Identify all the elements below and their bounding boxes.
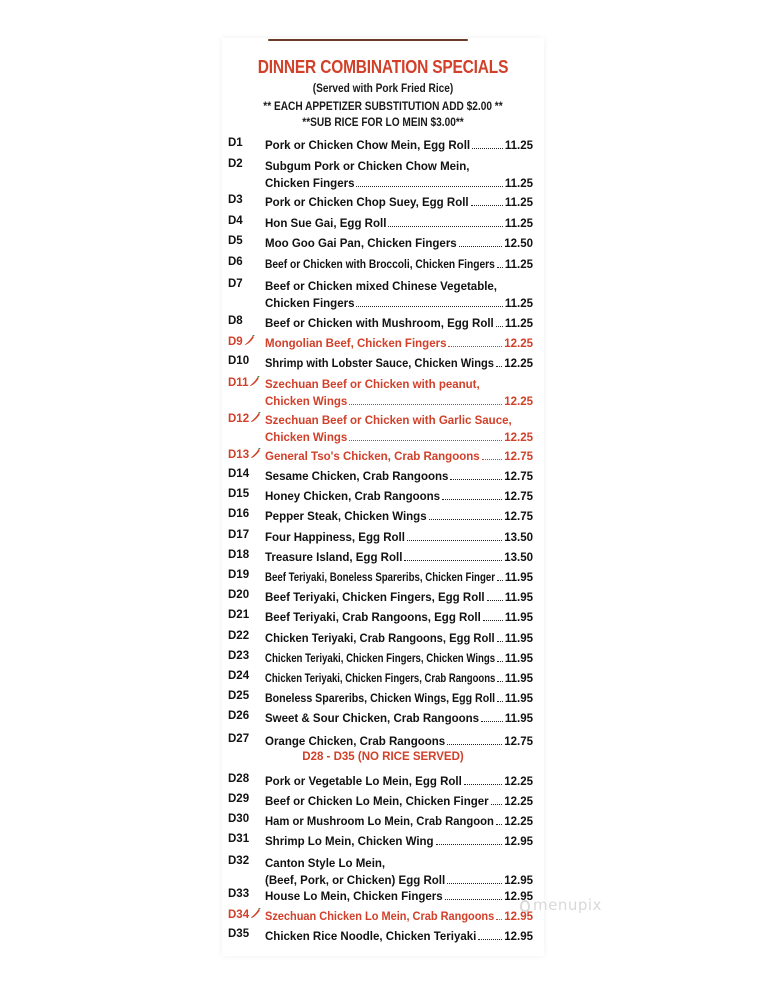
item-code-text: D35 xyxy=(228,928,250,940)
chili-pepper-icon xyxy=(244,335,255,346)
item-code-text: D32 xyxy=(228,855,250,867)
dot-leader xyxy=(448,345,502,347)
dot-leader xyxy=(356,305,502,307)
dot-leader xyxy=(407,539,502,541)
item-description: Chicken Teriyaki, Chicken Fingers, Chicken Wings xyxy=(265,653,496,665)
item-price: 11.25 xyxy=(504,318,533,330)
item-code-text: D14 xyxy=(228,468,250,480)
item-line xyxy=(265,429,533,444)
dot-leader xyxy=(497,700,503,702)
item-code-text: D23 xyxy=(228,650,250,662)
dot-leader xyxy=(447,882,502,884)
dot-leader xyxy=(472,147,503,149)
dot-leader xyxy=(471,204,503,206)
item-code xyxy=(228,376,262,389)
item-description: Shrimp Lo Mein, Chicken Wing xyxy=(265,836,434,848)
item-price: 11.25 xyxy=(504,140,533,152)
item-price: 12.95 xyxy=(504,911,533,923)
item-code xyxy=(228,355,262,367)
item-code xyxy=(228,793,262,805)
item-line xyxy=(265,793,533,808)
item-line xyxy=(265,215,533,230)
item-code xyxy=(228,833,262,845)
item-line xyxy=(265,609,533,624)
item-price: 11.95 xyxy=(504,673,533,685)
item-description: Pork or Vegetable Lo Mein, Egg Roll xyxy=(265,776,462,788)
item-price: 11.95 xyxy=(504,653,533,665)
item-price: 11.25 xyxy=(504,197,533,209)
item-code xyxy=(228,733,262,745)
item-price: 11.25 xyxy=(504,259,533,271)
item-line xyxy=(265,335,533,350)
item-code xyxy=(228,256,262,268)
item-code-text: D26 xyxy=(228,710,250,722)
item-line xyxy=(265,175,533,190)
item-code-text: D25 xyxy=(228,690,250,702)
item-price: 12.25 xyxy=(504,358,533,370)
item-code xyxy=(228,194,262,206)
item-description: Szechuan Chicken Lo Mein, Crab Rangoons xyxy=(265,911,495,923)
item-price: 11.25 xyxy=(504,218,533,230)
item-line xyxy=(265,508,533,523)
item-description: Szechuan Beef or Chicken with Garlic Sauce, xyxy=(265,415,512,427)
item-description: Beef Teriyaki, Crab Rangoons, Egg Roll xyxy=(265,612,481,624)
item-line xyxy=(265,872,533,887)
item-price: 12.95 xyxy=(504,875,533,887)
item-code xyxy=(228,773,262,785)
item-price: 12.25 xyxy=(504,816,533,828)
item-line xyxy=(265,888,533,903)
item-description: Chicken Fingers xyxy=(265,178,355,190)
item-code-text: D34 xyxy=(228,909,250,921)
dot-leader xyxy=(496,918,502,920)
item-price: 12.25 xyxy=(504,796,533,808)
item-price: 12.95 xyxy=(504,891,533,903)
item-code xyxy=(228,158,262,170)
item-code-text: D13 xyxy=(228,449,250,461)
item-code-text: D30 xyxy=(228,813,250,825)
item-description: Mongolian Beef, Chicken Fingers xyxy=(265,338,447,350)
menu-subtitle: (Served with Pork Fried Rice) xyxy=(312,83,454,95)
item-code-text: D12 xyxy=(228,413,250,425)
dot-leader xyxy=(496,365,502,367)
item-code-text: D31 xyxy=(228,833,250,845)
appetizer-substitution-note: ** EACH APPETIZER SUBSTITUTION ADD $2.00 ** xyxy=(263,101,503,113)
item-code-text: D29 xyxy=(228,793,250,805)
item-description: Subgum Pork or Chicken Chow Mein, xyxy=(265,161,470,173)
item-description: Honey Chicken, Crab Rangoons xyxy=(265,491,441,503)
item-code xyxy=(228,448,262,461)
item-description: Four Happiness, Egg Roll xyxy=(265,532,405,544)
item-line xyxy=(265,412,533,427)
item-line xyxy=(265,813,533,828)
item-description: Beef or Chicken mixed Chinese Vegetable, xyxy=(265,281,497,293)
item-code xyxy=(228,888,262,900)
dot-leader xyxy=(496,823,502,825)
dot-leader xyxy=(436,843,503,845)
item-line xyxy=(265,630,533,645)
item-line xyxy=(265,833,533,848)
item-description: Pork or Chicken Chop Suey, Egg Roll xyxy=(265,197,469,209)
dot-leader xyxy=(464,783,502,785)
chili-pepper-icon xyxy=(250,908,261,919)
item-code xyxy=(228,690,262,702)
item-code-text: D18 xyxy=(228,549,250,561)
item-description: Chicken Rice Noodle, Chicken Teriyaki xyxy=(265,931,477,943)
menupix-logo-icon xyxy=(520,900,530,912)
item-code-text: D21 xyxy=(228,609,250,621)
item-line xyxy=(265,194,533,209)
item-code xyxy=(228,412,262,425)
item-price: 12.95 xyxy=(504,836,533,848)
dot-leader xyxy=(497,640,503,642)
item-description: General Tso's Chicken, Crab Rangoons xyxy=(265,451,480,463)
item-code xyxy=(228,813,262,825)
dot-leader xyxy=(356,185,502,187)
dot-leader xyxy=(459,245,503,247)
chili-pepper-icon xyxy=(250,412,261,423)
item-line xyxy=(265,773,533,788)
menupix-watermark xyxy=(520,896,602,914)
item-price: 12.25 xyxy=(504,338,533,350)
item-description: Beef Teriyaki, Boneless Spareribs, Chicken Finger xyxy=(265,572,495,584)
item-code xyxy=(228,549,262,561)
item-code xyxy=(228,315,262,327)
item-description: (Beef, Pork, or Chicken) Egg Roll xyxy=(265,875,446,887)
dot-leader xyxy=(497,680,502,682)
item-code xyxy=(228,569,262,581)
item-description: Chicken Teriyaki, Chicken Fingers, Crab Rangoons xyxy=(265,673,496,685)
item-description: House Lo Mein, Chicken Fingers xyxy=(265,891,443,903)
item-code xyxy=(228,630,262,642)
dot-leader xyxy=(483,619,503,621)
item-price: 12.75 xyxy=(504,491,533,503)
no-rice-section-label: D28 - D35 (NO RICE SERVED) xyxy=(302,751,464,763)
item-line xyxy=(265,855,533,870)
item-line xyxy=(265,928,533,943)
item-code-text: D8 xyxy=(228,315,243,327)
item-code xyxy=(228,468,262,480)
item-description: Szechuan Beef or Chicken with peanut, xyxy=(265,379,480,391)
item-line xyxy=(265,315,533,330)
dot-leader xyxy=(388,225,502,227)
item-code xyxy=(228,589,262,601)
item-code-text: D3 xyxy=(228,194,243,206)
item-price: 11.25 xyxy=(504,178,533,190)
item-description: Canton Style Lo Mein, xyxy=(265,858,386,870)
dot-leader xyxy=(349,403,502,405)
item-description: Ham or Mushroom Lo Mein, Crab Rangoon xyxy=(265,816,494,828)
item-code xyxy=(228,928,262,940)
item-line xyxy=(265,376,533,391)
item-code-text: D20 xyxy=(228,589,250,601)
item-code-text: D4 xyxy=(228,215,243,227)
dot-leader xyxy=(497,266,503,268)
item-description: Chicken Wings xyxy=(265,432,348,444)
item-description: Moo Goo Gai Pan, Chicken Fingers xyxy=(265,238,457,250)
top-divider xyxy=(268,39,468,41)
item-price: 12.25 xyxy=(504,396,533,408)
item-line xyxy=(265,690,533,705)
item-code-text: D1 xyxy=(228,137,243,149)
item-line xyxy=(265,158,533,173)
item-code xyxy=(228,529,262,541)
item-description: Chicken Wings xyxy=(265,396,348,408)
dot-leader xyxy=(497,660,503,662)
item-price: 11.95 xyxy=(504,693,533,705)
item-line xyxy=(265,295,533,310)
dot-leader xyxy=(496,325,503,327)
item-description: Sweet & Sour Chicken, Crab Rangoons xyxy=(265,713,480,725)
item-code-text: D28 xyxy=(228,773,250,785)
item-code-text: D2 xyxy=(228,158,243,170)
item-line xyxy=(265,710,533,725)
item-line xyxy=(265,235,533,250)
item-code-text: D24 xyxy=(228,670,250,682)
item-description: Beef Teriyaki, Chicken Fingers, Egg Roll xyxy=(265,592,485,604)
dot-leader xyxy=(487,599,503,601)
item-price: 12.75 xyxy=(504,471,533,483)
item-description: Hon Sue Gai, Egg Roll xyxy=(265,218,387,230)
item-line xyxy=(265,650,533,665)
dot-leader xyxy=(481,720,503,722)
item-description: Orange Chicken, Crab Rangoons xyxy=(265,736,446,748)
item-code xyxy=(228,710,262,722)
item-line xyxy=(265,256,533,271)
item-line xyxy=(265,569,533,584)
item-line xyxy=(265,670,533,685)
item-code xyxy=(228,855,262,867)
dot-leader xyxy=(445,898,503,900)
dot-leader xyxy=(450,478,502,480)
item-price: 11.95 xyxy=(504,633,533,645)
item-code xyxy=(228,215,262,227)
dot-leader xyxy=(404,559,502,561)
dot-leader xyxy=(482,458,503,460)
menu-title: DINNER COMBINATION SPECIALS xyxy=(257,57,509,77)
item-description: Boneless Spareribs, Chicken Wings, Egg Roll xyxy=(265,693,496,705)
item-description: Chicken Teriyaki, Crab Rangoons, Egg Roll xyxy=(265,633,495,645)
item-code-text: D6 xyxy=(228,256,243,268)
item-price: 11.25 xyxy=(504,298,533,310)
item-code-text: D5 xyxy=(228,235,243,247)
chili-pepper-icon xyxy=(250,448,261,459)
item-line xyxy=(265,589,533,604)
item-description: Pork or Chicken Chow Mein, Egg Roll xyxy=(265,140,471,152)
item-price: 11.95 xyxy=(504,572,533,584)
item-line xyxy=(265,733,533,748)
item-description: Shrimp with Lobster Sauce, Chicken Wings xyxy=(265,358,494,370)
item-code-text: D11 xyxy=(228,377,249,389)
item-description: Beef or Chicken Lo Mein, Chicken Finger xyxy=(265,796,489,808)
item-line xyxy=(265,448,533,463)
item-price: 11.95 xyxy=(504,713,533,725)
item-code xyxy=(228,908,262,921)
item-code xyxy=(228,650,262,662)
item-code xyxy=(228,488,262,500)
item-code-text: D27 xyxy=(228,733,250,745)
item-code xyxy=(228,235,262,247)
item-description: Pepper Steak, Chicken Wings xyxy=(265,511,427,523)
item-line xyxy=(265,908,533,923)
item-code xyxy=(228,137,262,149)
item-description: Chicken Fingers xyxy=(265,298,355,310)
item-price: 12.25 xyxy=(504,432,533,444)
item-code xyxy=(228,278,262,290)
item-code xyxy=(228,335,262,348)
item-line xyxy=(265,468,533,483)
item-line xyxy=(265,278,533,293)
item-code-text: D17 xyxy=(228,529,250,541)
item-price: 12.75 xyxy=(504,736,533,748)
dot-leader xyxy=(478,938,502,940)
item-line xyxy=(265,355,533,370)
item-description: Sesame Chicken, Crab Rangoons xyxy=(265,471,449,483)
dot-leader xyxy=(497,579,503,581)
item-line xyxy=(265,488,533,503)
item-code-text: D15 xyxy=(228,488,250,500)
item-line xyxy=(265,529,533,544)
item-price: 12.75 xyxy=(504,511,533,523)
item-line xyxy=(265,393,533,408)
lo-mein-substitution-note: **SUB RICE FOR LO MEIN $3.00** xyxy=(302,117,464,129)
item-price: 13.50 xyxy=(504,552,533,564)
item-code-text: D22 xyxy=(228,630,250,642)
item-description: Treasure Island, Egg Roll xyxy=(265,552,403,564)
watermark-text: menupix xyxy=(533,896,602,914)
item-code xyxy=(228,670,262,682)
item-price: 12.95 xyxy=(504,931,533,943)
item-description: Beef or Chicken with Mushroom, Egg Roll xyxy=(265,318,494,330)
item-code-text: D33 xyxy=(228,888,250,900)
dot-leader xyxy=(429,518,503,520)
item-code-text: D19 xyxy=(228,569,250,581)
item-line xyxy=(265,137,533,152)
item-price: 12.25 xyxy=(504,776,533,788)
item-price: 11.95 xyxy=(504,592,533,604)
item-price: 12.50 xyxy=(504,238,533,250)
item-code-text: D10 xyxy=(228,355,250,367)
dot-leader xyxy=(349,439,502,441)
dot-leader xyxy=(447,743,502,745)
dot-leader xyxy=(491,803,503,805)
item-code-text: D9 xyxy=(228,336,243,348)
item-line xyxy=(265,549,533,564)
item-price: 13.50 xyxy=(504,532,533,544)
item-code-text: D16 xyxy=(228,508,250,520)
chili-pepper-icon xyxy=(249,376,260,387)
item-code-text: D7 xyxy=(228,278,243,290)
item-code xyxy=(228,508,262,520)
item-price: 11.95 xyxy=(504,612,533,624)
dot-leader xyxy=(442,498,502,500)
item-code xyxy=(228,609,262,621)
item-price: 12.75 xyxy=(504,451,533,463)
item-description: Beef or Chicken with Broccoli, Chicken Fingers xyxy=(265,259,495,271)
